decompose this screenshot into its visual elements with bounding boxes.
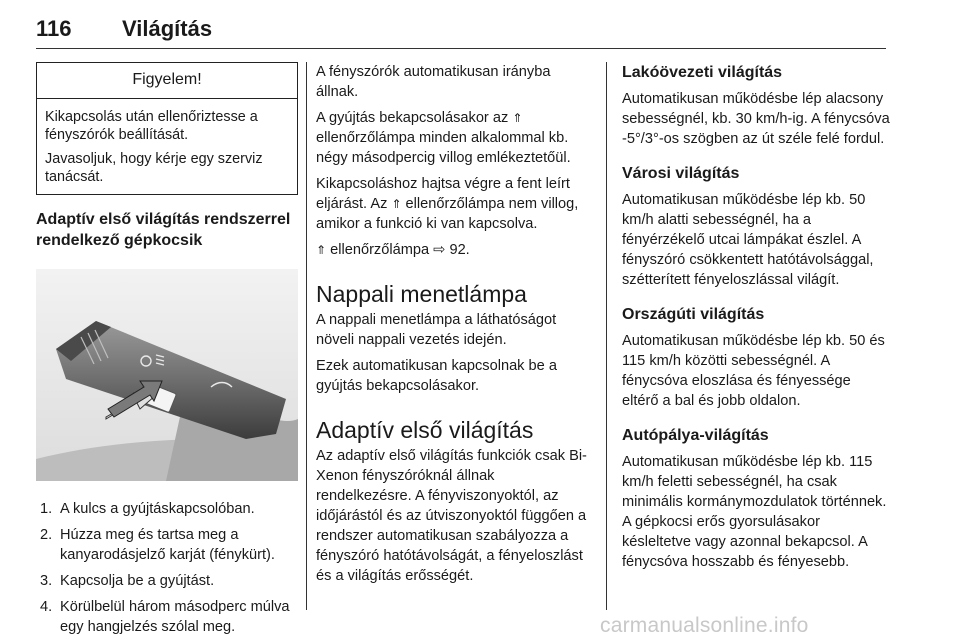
reference-arrow-icon: ⇨ [433,242,446,258]
column-2 [316,62,594,586]
warning-box [36,62,298,195]
headlight-warning-lamp-icon: ⇑ [391,197,402,211]
warning-text-1: Kikapcsolás után ellenőriztesse a fényszórók beállítását. [45,109,258,143]
list-item: 4. Körülbelül három másodperc múlva egy hangjelzés szólal meg. [40,599,290,635]
turn-signal-lever-illustration [36,269,298,481]
warning-text-2: Javasoljuk, hogy kérje egy szerviz tanácsát. [45,151,263,185]
watermark: carmanualsonline.info [600,614,809,637]
paragraph: Automatikusan működésbe lép kb. 115 km/h feletti sebességnél, ha csak minimális kormánymozdulatok történnek. A gépkocsi erős gyorsulásakor késleltetve vagy azonnal bekapcsol. A fénycsóva hosszabb és fényesebb. [622,454,887,570]
paragraph: Automatikusan működésbe lép kb. 50 km/h alatti sebességnél, ha a fényérzékelő utcai lámpákat észlel. A fényszóró csökkentett hatótávolsággal, szétterített fényeloszlással világít. [622,192,874,288]
section-heading-motorway: Autópálya-világítás [622,427,769,444]
section-heading-country: Országúti világítás [622,306,765,323]
paragraph: Automatikusan működésbe lép alacsony sebességnél, kb. 30 km/h-ig. A fénycsóva -5°/3°-os szögben az út széle felé fordul. [622,91,890,147]
section-heading-afl: Adaptív első világítás [316,417,534,443]
page-reference-link[interactable]: 92. [449,242,470,258]
paragraph: Az adaptív első világítás funkciók csak Bi-Xenon fényszóróknál állnak rendelkezésre. A fényviszonyoktól, az időjárástól és az útviszonyoktól függően a rendszer automatikusan szabályozza a fényszóró hatótávolságát, a fényeloszlást és a világítás erősségét. [316,448,587,584]
procedure-list [36,499,298,637]
section-heading-residential: Lakóövezeti világítás [622,64,783,81]
section-heading-adaptive: Adaptív első világítás rendszerrel rendelkező gépkocsik [36,211,291,249]
paragraph: A nappali menetlámpa a láthatóságot növeli nappali vezetés idején. [316,312,557,348]
section-heading-city: Városi világítás [622,165,740,182]
column-divider [606,62,607,610]
paragraph: Ezek automatikusan kapcsolnak be a gyújtás bekapcsolásakor. [316,358,557,394]
headlight-warning-lamp-icon: ⇑ [512,111,523,125]
column-1 [36,62,298,643]
paragraph: Automatikusan működésbe lép kb. 50 és 115 km/h közötti sebességnél. A fénycsóva eloszlása és fényessége eltérő a bal és jobb oldalon. [622,333,885,409]
page-header [36,12,886,49]
column-divider [306,62,307,610]
page-title: Világítás [122,16,213,41]
page-number: 116 [36,16,72,41]
paragraph: A fényszórók automatikusan irányba állnak. [316,64,551,100]
list-item: 1. A kulcs a gyújtáskapcsolóban. [40,501,255,517]
paragraph: Kikapcsoláshoz hajtsa végre a fent leírt eljárást. Az ⇑ ellenőrzőlámpa nem villog, amikor a funkció ki van kapcsolva. [316,176,579,232]
section-heading-daytime: Nappali menetlámpa [316,281,527,307]
warning-title: Figyelem! [37,63,297,99]
list-item: 3. Kapcsolja be a gyújtást. [40,573,215,589]
list-item: 2. Húzza meg és tartsa meg a kanyarodásjelző karját (fénykürt). [40,527,275,563]
column-3 [622,62,890,572]
paragraph: ⇑ ellenőrzőlámpa ⇨ 92. [316,242,470,258]
headlight-warning-lamp-icon: ⇑ [316,243,327,257]
paragraph: A gyújtás bekapcsolásakor az ⇑ ellenőrzőlámpa minden alkalommal kb. négy másodpercig villog emlékeztetőül. [316,110,571,166]
